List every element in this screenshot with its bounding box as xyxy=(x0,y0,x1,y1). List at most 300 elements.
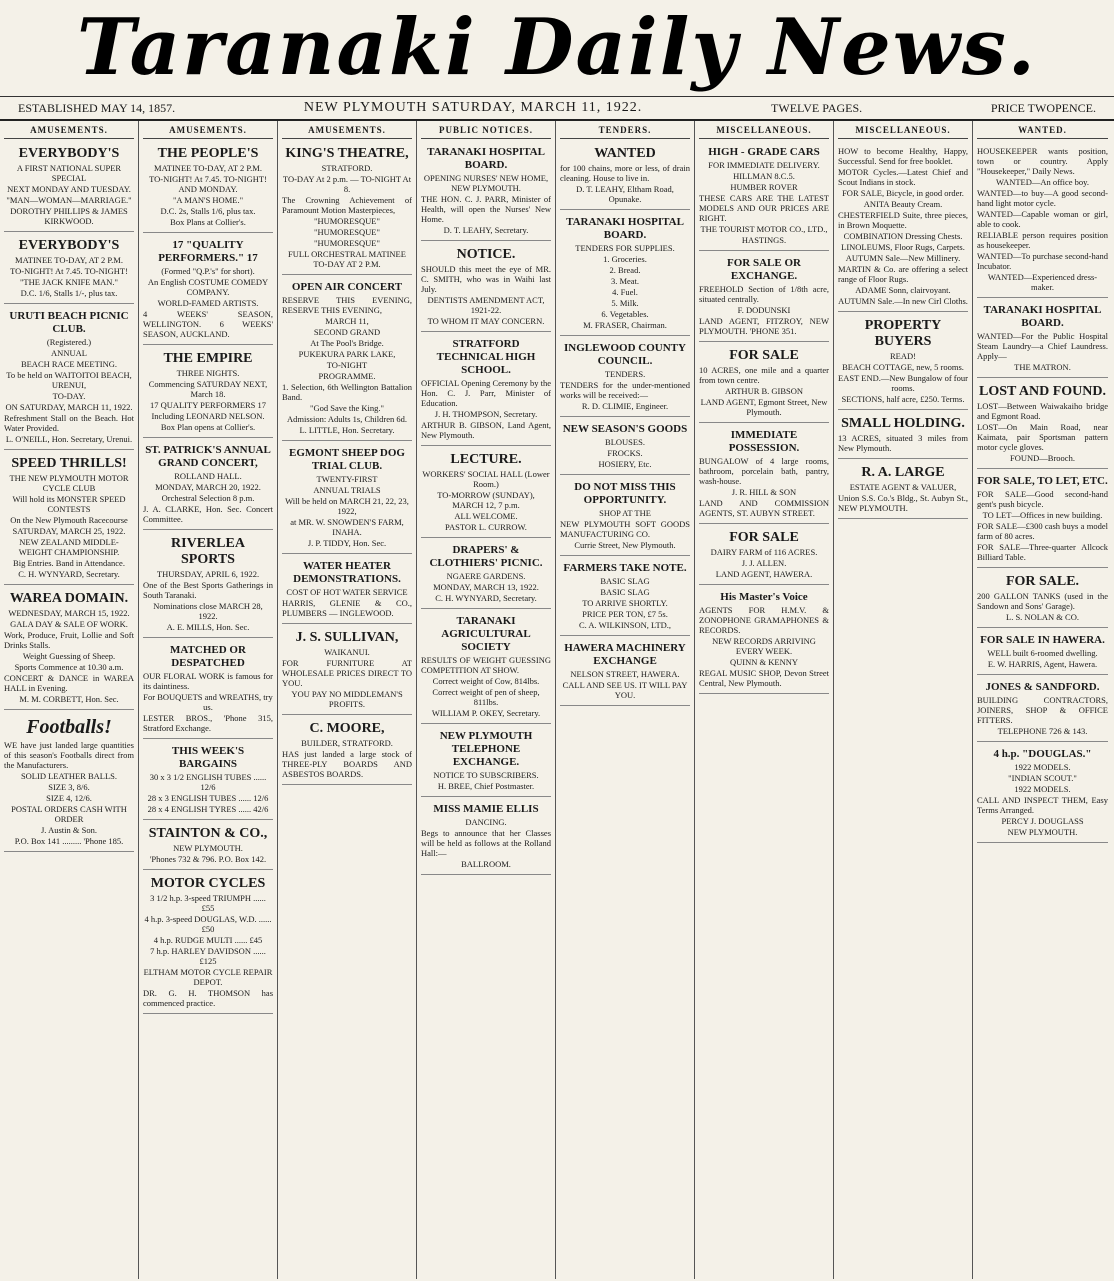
ad-line: FULL ORCHESTRAL MATINEE TO-DAY AT 2 P.M. xyxy=(288,249,406,269)
advertisement xyxy=(977,677,1108,742)
ad-line: 3. Meat. xyxy=(610,276,640,286)
ad-line: Weight Guessing of Sheep. xyxy=(22,651,116,661)
ad-line: 1. Selection, 6th Wellington Battalion Band. xyxy=(282,382,412,402)
column-5 xyxy=(556,121,695,1279)
ad-line: For BOUQUETS and WREATHS, try us. xyxy=(143,692,273,712)
ad-line: NGAERE GARDENS. xyxy=(446,571,526,581)
ad-headline: J. S. SULLIVAN, xyxy=(295,630,399,645)
ad-headline: DRAPERS' & CLOTHIERS' PICNIC. xyxy=(429,544,543,569)
advertisement xyxy=(560,477,690,556)
ad-line: (Registered.) xyxy=(46,337,92,347)
ad-line: SATURDAY, MARCH 25, 1922. xyxy=(12,526,126,536)
masthead-title: Taranaki Daily News. xyxy=(77,2,1037,93)
ad-line: M. FRASER, Chairman. xyxy=(583,320,667,330)
ad-line: Box Plans at Collier's. xyxy=(170,217,246,227)
ad-line: BUILDING CONTRACTORS, JOINERS, SHOP & OFFICE FITTERS. xyxy=(977,695,1108,725)
ad-line: AGENTS FOR H.M.V. & ZONOPHONE GRAMAPHONES & RECORDS. xyxy=(699,605,829,635)
ad-line: FOUND—Brooch. xyxy=(1010,453,1075,463)
ad-line: 3 1/2 h.p. 3-speed TRIUMPH ...... £55 xyxy=(150,893,266,913)
ad-headline: JONES & SANDFORD. xyxy=(985,681,1100,693)
advertisement xyxy=(977,744,1108,843)
ad-line: "HUMORESQUE" xyxy=(314,238,380,248)
ad-line: GALA DAY & SALE OF WORK. xyxy=(10,619,128,629)
issue-date: NEW PLYMOUTH SATURDAY, MARCH 11, 1922. xyxy=(303,100,643,115)
ad-headline: OPEN AIR CONCERT xyxy=(291,281,403,293)
ad-line: Nominations close MARCH 28, 1922. xyxy=(153,601,263,621)
ad-line: WILLIAM P. OKEY, Secretary. xyxy=(431,708,541,718)
ad-headline: R. A. LARGE xyxy=(861,465,945,480)
ad-headline: IMMEDIATE POSSESSION. xyxy=(728,429,800,454)
ad-line: Correct weight of pen of sheep, 811lbs. xyxy=(432,687,540,707)
ad-line: TO-MORROW (SUNDAY), MARCH 12, 7 p.m. xyxy=(437,490,535,510)
ad-line: 28 x 3 ENGLISH TUBES ...... 12/6 xyxy=(147,793,269,803)
ad-line: NEW PLYMOUTH SOFT GOODS MANUFACTURING CO. xyxy=(560,519,690,539)
advertisement xyxy=(560,212,690,336)
column-6 xyxy=(695,121,834,1279)
ad-line: 200 GALLON TANKS (used in the Sandown and Sons' Garage). xyxy=(977,591,1108,611)
ad-headline: His Master's Voice xyxy=(720,591,808,603)
ad-line: HUMBER ROVER xyxy=(730,182,798,192)
ad-line: BLOUSES. xyxy=(605,437,645,447)
ad-headline: NOTICE. xyxy=(456,247,516,262)
advertisement xyxy=(282,626,412,715)
ad-headline: STAINTON & CO., xyxy=(148,826,268,841)
ad-line: TO-NIGHT! At 7.45. TO-NIGHT! AND MONDAY. xyxy=(149,174,267,194)
columns xyxy=(0,121,1114,1279)
ad-line: WANTED—to buy—A good second-hand light motor cycle. xyxy=(977,188,1108,208)
ad-line: TWENTY-FIRST xyxy=(316,474,378,484)
advertisement xyxy=(977,300,1108,378)
ad-line: M. M. CORBETT, Hon. Sec. xyxy=(19,694,119,704)
ad-line: TO-NIGHT xyxy=(326,360,368,370)
ad-line: "HUMORESQUE" xyxy=(314,216,380,226)
ad-line: LOST—On Main Road, near Kaimata, pair Sportsman pattern motor cycle gloves. xyxy=(977,422,1108,452)
ad-headline: TARANAKI HOSPITAL BOARD. xyxy=(566,216,684,241)
ad-headline: FOR SALE. xyxy=(1005,574,1080,589)
ad-line: THE HON. C. J. PARR, Minister of Health, will open the Nurses' New Home. xyxy=(421,194,551,224)
ad-line: SHOP AT THE xyxy=(599,508,651,518)
advertisement xyxy=(143,532,273,638)
ad-line: ROLLAND HALL. xyxy=(174,471,242,481)
ad-headline: INGLEWOOD COUNTY COUNCIL. xyxy=(564,342,686,367)
ad-line: SOLID LEATHER BALLS. xyxy=(20,771,118,781)
ad-line: THE NEW PLYMOUTH MOTOR CYCLE CLUB xyxy=(9,473,129,493)
ad-line: SIZE 3, 8/6. xyxy=(48,782,90,792)
ad-line: for 100 chains, more or less, of drain cleaning. House to live in. xyxy=(560,163,690,183)
ad-line: OUR FLORAL WORK is famous for its daintiness. xyxy=(143,671,273,691)
ad-headline: FARMERS TAKE NOTE. xyxy=(563,562,687,574)
ad-line: Box Plan opens at Collier's. xyxy=(160,422,256,432)
ad-line: SHOULD this meet the eye of MR. C. SMITH, who was in Waihi last July. xyxy=(421,264,551,294)
advertisement xyxy=(838,461,968,519)
ad-line: COMBINATION Dressing Chests. xyxy=(843,231,963,241)
column-2 xyxy=(139,121,278,1279)
ad-line: SECTIONS, half acre, £250. Terms. xyxy=(841,394,965,404)
advertisement xyxy=(143,640,273,739)
column-heading: TENDERS. xyxy=(560,123,690,139)
advertisement xyxy=(143,741,273,820)
column-heading: AMUSEMENTS. xyxy=(143,123,273,139)
ad-line: F. DODUNSKI xyxy=(737,305,791,315)
advertisement xyxy=(282,443,412,554)
ad-headline: C. MOORE, xyxy=(309,721,385,736)
ad-line: J. P. TIDDY, Hon. Sec. xyxy=(307,538,387,548)
ad-line: NEW RECORDS ARRIVING EVERY WEEK. xyxy=(712,636,816,656)
advertisement xyxy=(4,587,134,710)
advertisement xyxy=(560,558,690,636)
ad-line: 4 h.p. 3-speed DOUGLAS, W.D. ...... £50 xyxy=(144,914,272,934)
ad-headline: STRATFORD TECHNICAL HIGH SCHOOL. xyxy=(436,338,536,376)
ad-line: MATINEE TO-DAY, AT 2 P.M. xyxy=(15,255,123,265)
ad-line: ADAME Sonn, clairvoyant. xyxy=(855,285,951,295)
ad-line: DR. G. H. THOMSON has commenced practice. xyxy=(143,988,273,1008)
ad-line: WE have just landed large quantities of this season's Footballs direct from the Manufacturers. xyxy=(4,740,134,770)
ad-line: MONDAY, MARCH 20, 1922. xyxy=(155,482,261,492)
ad-line: TENDERS. xyxy=(604,369,646,379)
advertisement xyxy=(699,425,829,524)
ad-line: D.C. 1/6, Stalls 1/-, plus tax. xyxy=(20,288,118,298)
ad-line: WAIKANUI. xyxy=(324,647,370,657)
ad-line: FOR FURNITURE AT WHOLESALE PRICES DIRECT TO YOU. xyxy=(282,658,412,688)
ad-line: Sports Commence at 10.30 a.m. xyxy=(14,662,124,672)
ad-line: REGAL MUSIC SHOP, Devon Street Central, New Plymouth. xyxy=(699,668,829,688)
advertisement xyxy=(560,142,690,210)
ad-line: At The Pool's Bridge. xyxy=(310,338,384,348)
ad-headline: THE PEOPLE'S xyxy=(157,146,259,161)
ad-line: An English COSTUME COMEDY COMPANY. xyxy=(147,277,269,297)
ad-headline: KING'S THEATRE, xyxy=(285,146,409,161)
ad-line: HOUSEKEEPER wants position, town or country. Apply "Housekeeper," Daily News. xyxy=(977,146,1108,176)
ad-line: TO LET—Offices in new building. xyxy=(982,510,1103,520)
advertisement xyxy=(421,334,551,446)
column-heading: WANTED. xyxy=(977,123,1108,139)
ad-line: TELEPHONE 726 & 143. xyxy=(997,726,1088,736)
ad-line: TO WHOM IT MAY CONCERN. xyxy=(427,316,545,326)
ad-headline: EVERYBODY'S xyxy=(18,146,120,161)
ad-line: HILLMAN 8.C.5. xyxy=(733,171,795,181)
advertisement xyxy=(282,717,412,785)
ad-line: HARRIS, GLENIE & CO., PLUMBERS — INGLEWOOD. xyxy=(282,598,412,618)
ad-line: 10 ACRES, one mile and a quarter from town centre. xyxy=(699,365,829,385)
ad-line: J. H. THOMPSON, Secretary. xyxy=(434,409,538,419)
ad-line: C. H. WYNYARD, Secretary. xyxy=(435,593,537,603)
ad-line: Currie Street, New Plymouth. xyxy=(574,540,676,550)
ad-line: P.O. Box 141 ......... 'Phone 185. xyxy=(14,836,124,846)
ad-headline: FOR SALE xyxy=(729,348,799,363)
ad-line: MONDAY, MARCH 13, 1922. xyxy=(433,582,539,592)
ad-line: 'Phones 732 & 796. P.O. Box 142. xyxy=(149,854,267,864)
ad-line: LESTER BROS., 'Phone 315, Stratford Exchange. xyxy=(143,713,273,733)
advertisement xyxy=(143,440,273,530)
ad-line: RELIABLE person requires position as housekeeper. xyxy=(977,230,1108,250)
ad-line: D. T. LEAHY, Secretary. xyxy=(443,225,529,235)
ad-line: WANTED—Experienced dress-maker. xyxy=(987,272,1098,292)
ad-line: TO ARRIVE SHORTLY. xyxy=(582,598,668,608)
ad-line: ON SATURDAY, MARCH 11, 1922. xyxy=(5,402,133,412)
ad-line: ELTHAM MOTOR CYCLE REPAIR DEPOT. xyxy=(143,967,273,987)
ad-line: D. T. LEAHY, Eltham Road, Opunake. xyxy=(576,184,674,204)
ad-line: WANTED—For the Public Hospital Steam Laundry—a Chief Laundress. Apply— xyxy=(977,331,1108,361)
ad-line: TO-NIGHT! At 7.45. TO-NIGHT! xyxy=(10,266,128,276)
ad-line: POSTAL ORDERS CASH WITH ORDER xyxy=(11,804,127,824)
ad-line: Begs to announce that her Classes will be held as follows at the Rolland Hall:— xyxy=(421,828,551,858)
ad-headline: THE EMPIRE xyxy=(163,351,253,366)
advertisement xyxy=(560,419,690,475)
ad-line: READ! xyxy=(890,351,916,361)
ad-line: BASIC SLAG xyxy=(600,576,650,586)
ad-line: To be held on WAITOITOI BEACH, URENUI, xyxy=(6,370,132,390)
column-1 xyxy=(0,121,139,1279)
column-heading: AMUSEMENTS. xyxy=(4,123,134,139)
ad-line: 6. Vegetables. xyxy=(601,309,649,319)
ad-line: HAS just landed a large stock of THREE-PLY BOARDS AND ASBESTOS BOARDS. xyxy=(282,749,412,779)
ad-headline: FOR SALE xyxy=(729,530,799,545)
ad-line: WORKERS' SOCIAL HALL (Lower Room.) xyxy=(422,469,550,489)
advertisement xyxy=(977,142,1108,298)
advertisement xyxy=(838,142,968,312)
advertisement xyxy=(282,142,412,275)
column-8 xyxy=(973,121,1112,1279)
ad-headline: HIGH - GRADE CARS xyxy=(708,146,820,158)
ad-line: Union S.S. Co.'s Bldg., St. Aubyn St., NEW PLYMOUTH. xyxy=(838,493,968,513)
ad-line: 1. Groceries. xyxy=(603,254,647,264)
column-heading: MISCELLANEOUS. xyxy=(838,123,968,139)
ad-line: LINOLEUMS, Floor Rugs, Carpets. xyxy=(841,242,965,252)
ad-line: One of the Best Sports Gatherings in South Taranaki. xyxy=(143,580,273,600)
ad-headline: SMALL HOLDING. xyxy=(841,416,965,431)
ad-headline: 4 h.p. "DOUGLAS." xyxy=(993,748,1092,760)
ad-line: STRATFORD. xyxy=(321,163,373,173)
ad-line: L. O'NEILL, Hon. Secretary, Urenui. xyxy=(5,434,133,444)
advertisement xyxy=(421,243,551,332)
ad-line: J. J. ALLEN. xyxy=(741,558,787,568)
ad-line: E. W. HARRIS, Agent, Hawera. xyxy=(987,659,1098,669)
ad-line: THREE NIGHTS. xyxy=(176,368,240,378)
column-heading: AMUSEMENTS. xyxy=(282,123,412,139)
ad-line: Will be held on MARCH 21, 22, 23, 1922, xyxy=(285,496,409,516)
ad-headline: WATER HEATER DEMONSTRATIONS. xyxy=(293,560,401,585)
ad-line: 1922 MODELS. xyxy=(1014,784,1071,794)
ad-line: MOTOR Cycles.—Latest Chief and Scout Indians in stock. xyxy=(838,167,968,187)
ad-line: 4 WEEKS' SEASON, WELLINGTON. 6 WEEKS' SEASON, AUCKLAND. xyxy=(143,309,273,339)
ad-line: FOR SALE, Bicycle, in good order. xyxy=(842,188,964,198)
ad-line: Will hold its MONSTER SPEED CONTESTS xyxy=(12,494,126,514)
ad-line: WANTED—An office boy. xyxy=(995,177,1089,187)
ad-line: (Formed "Q.P.'s" for short). xyxy=(161,266,255,276)
ad-line: RESERVE THIS EVENING, RESERVE THIS EVENING, xyxy=(282,295,412,315)
ad-headline: PROPERTY BUYERS xyxy=(864,318,942,349)
advertisement xyxy=(421,726,551,797)
advertisement xyxy=(977,630,1108,675)
ad-headline: URUTI BEACH PICNIC CLUB. xyxy=(9,310,129,335)
ad-headline: MOTOR CYCLES xyxy=(150,876,266,891)
ad-line: Commencing SATURDAY NEXT, March 18. xyxy=(148,379,268,399)
ad-headline: 17 "QUALITY PERFORMERS." 17 xyxy=(158,239,258,264)
advertisement xyxy=(977,380,1108,469)
ad-line: TENDERS FOR SUPPLIES. xyxy=(575,243,675,253)
advertisement xyxy=(143,822,273,870)
advertisement xyxy=(421,611,551,724)
advertisement xyxy=(4,306,134,450)
ad-line: "God Save the King." xyxy=(310,403,384,413)
ad-line: RESULTS OF WEIGHT GUESSING COMPETITION AT SHOW. xyxy=(421,655,551,675)
advertisement xyxy=(4,142,134,232)
advertisement xyxy=(282,277,412,441)
ad-line: MATINEE TO-DAY, AT 2 P.M. xyxy=(154,163,262,173)
column-4 xyxy=(417,121,556,1279)
ad-headline: Footballs! xyxy=(26,716,112,738)
ad-line: TO-DAY At 2 p.m. — TO-NIGHT At 8. xyxy=(282,174,412,194)
ad-line: at MR. W. SNOWDEN'S FARM, INAHA. xyxy=(290,517,404,537)
ad-line: 30 x 3 1/2 ENGLISH TUBES ...... 12/6 xyxy=(149,772,267,792)
ad-line: PUKEKURA PARK LAKE, xyxy=(298,349,396,359)
ad-headline: WAREA DOMAIN. xyxy=(9,591,129,606)
ad-line: LAND AGENT, HAWERA. xyxy=(715,569,813,579)
ad-headline: TARANAKI HOSPITAL BOARD. xyxy=(427,146,545,171)
advertisement xyxy=(560,338,690,417)
ad-headline: TARANAKI AGRICULTURAL SOCIETY xyxy=(441,615,531,653)
ad-headline: MISS MAMIE ELLIS xyxy=(433,803,539,815)
advertisement xyxy=(421,540,551,609)
ad-line: NOTICE TO SUBSCRIBERS. xyxy=(433,770,539,780)
ad-line: 7 h.p. HARLEY DAVIDSON ...... £125 xyxy=(150,946,266,966)
ad-line: BALLROOM. xyxy=(461,859,511,869)
ad-line: WORLD-FAMED ARTISTS. xyxy=(157,298,259,308)
ad-line: HOSIERY, Etc. xyxy=(598,459,652,469)
ad-headline: MATCHED OR DESPATCHED xyxy=(170,644,246,669)
dateline-bar xyxy=(0,96,1114,121)
ad-line: COST OF HOT WATER SERVICE xyxy=(286,587,408,597)
ad-line: 17 QUALITY PERFORMERS 17 xyxy=(149,400,267,410)
ad-line: 4. Fuel. xyxy=(612,287,638,297)
ad-line: J. Austin & Son. xyxy=(41,825,97,835)
ad-headline: FOR SALE OR EXCHANGE. xyxy=(727,257,801,282)
column-heading: MISCELLANEOUS. xyxy=(699,123,829,139)
ad-line: DOROTHY PHILLIPS & JAMES KIRKWOOD. xyxy=(10,206,128,226)
ad-line: Big Entries. Band in Attendance. xyxy=(13,558,125,568)
ad-line: BUILDER, STRATFORD. xyxy=(301,738,393,748)
ad-line: WANTED—To purchase second-hand Incubator. xyxy=(977,251,1108,271)
ad-line: NEW PLYMOUTH. xyxy=(1007,827,1078,837)
ad-line: THESE CARS ARE THE LATEST MODELS AND OUR PRICES ARE RIGHT. xyxy=(699,193,829,223)
ad-line: FOR IMMEDIATE DELIVERY. xyxy=(708,160,820,170)
ad-line: CONCERT & DANCE in WAREA HALL in Evening. xyxy=(4,673,134,693)
ad-line: CALL AND SEE US. IT WILL PAY YOU. xyxy=(562,680,688,700)
ad-line: "HUMORESQUE" xyxy=(314,227,380,237)
ad-line: ESTATE AGENT & VALUER, xyxy=(849,482,957,492)
ad-line: J. R. HILL & SON xyxy=(731,487,797,497)
advertisement xyxy=(838,412,968,459)
ad-line: MARCH 11, xyxy=(325,316,369,326)
advertisement xyxy=(143,872,273,1014)
advertisement xyxy=(560,638,690,706)
ad-line: SECOND GRAND xyxy=(313,327,381,337)
ad-line: PERCY J. DOUGLASS xyxy=(1001,816,1084,826)
ad-line: Admission: Adults 1s, Children 6d. xyxy=(287,414,407,424)
ad-line: DENTISTS AMENDMENT ACT, 1921-22. xyxy=(427,295,545,315)
price: PRICE TWOPENCE. xyxy=(990,100,1096,115)
ad-line: L. LITTLE, Hon. Secretary. xyxy=(299,425,395,435)
ad-line: QUINN & KENNY xyxy=(730,657,798,667)
advertisement xyxy=(421,448,551,538)
ad-line: C. A. WILKINSON, LTD., xyxy=(578,620,672,630)
ad-line: "MAN—WOMAN—MARRIAGE." xyxy=(6,195,132,205)
ad-line: 2. Bread. xyxy=(609,265,641,275)
advertisement xyxy=(838,314,968,410)
ad-line: LAND AGENT, Egmont Street, New Plymouth. xyxy=(700,397,828,417)
ad-line: 1922 MODELS. xyxy=(1014,762,1071,772)
advertisement xyxy=(699,587,829,694)
advertisement xyxy=(977,471,1108,568)
ad-line: BUNGALOW of 4 large rooms, bathroom, porcelain bath, pantry, wash-house. xyxy=(699,456,829,486)
ad-line: FOR SALE—Three-quarter Allcock Billiard Table. xyxy=(977,542,1108,562)
column-heading: PUBLIC NOTICES. xyxy=(421,123,551,139)
ad-line: Correct weight of Cow, 814lbs. xyxy=(432,676,540,686)
ad-headline: DO NOT MISS THIS OPPORTUNITY. xyxy=(574,481,676,506)
ad-line: WELL built 6-roomed dwelling. xyxy=(987,648,1098,658)
ad-line: Including LEONARD NELSON. xyxy=(151,411,265,421)
ad-line: Refreshment Stall on the Beach. Hot Water Provided. xyxy=(4,413,134,433)
ad-headline: LOST AND FOUND. xyxy=(979,384,1106,399)
ad-line: L. S. NOLAN & CO. xyxy=(1006,612,1079,622)
ad-headline: ST. PATRICK'S ANNUAL GRAND CONCERT, xyxy=(145,444,271,469)
ad-line: THE MATRON. xyxy=(1014,362,1071,372)
advertisement xyxy=(699,526,829,585)
advertisement xyxy=(143,347,273,438)
ad-line: BEACH RACE MEETING. xyxy=(20,359,118,369)
page-count: TWELVE PAGES. xyxy=(771,100,863,115)
advertisement xyxy=(421,142,551,241)
ad-line: ALL WELCOME. xyxy=(454,511,518,521)
ad-line: LOST—Between Waiwakaiho bridge and Egmont Road. xyxy=(977,401,1108,421)
column-7 xyxy=(834,121,973,1279)
ad-line: CALL AND INSPECT THEM, Easy Terms Arranged. xyxy=(977,795,1108,815)
ad-line: FOR SALE—Good second-hand gent's push bicycle. xyxy=(977,489,1108,509)
ad-line: OFFICIAL Opening Ceremony by the Hon. C. J. Parr, Minister of Education. xyxy=(421,378,552,408)
advertisement xyxy=(143,235,273,345)
ad-line: Orchestral Selection 8 p.m. xyxy=(161,493,255,503)
ad-headline: FOR SALE, TO LET, ETC. xyxy=(977,475,1108,487)
advertisement xyxy=(4,452,134,585)
ad-headline: RIVERLEA SPORTS xyxy=(171,536,245,567)
ad-line: OPENING NURSES' NEW HOME, NEW PLYMOUTH. xyxy=(423,173,549,193)
ad-line: NEW ZEALAND MIDDLE-WEIGHT CHAMPIONSHIP. xyxy=(18,537,120,557)
advertisement xyxy=(143,142,273,233)
ad-headline: HAWERA MACHINERY EXCHANGE xyxy=(564,642,686,667)
ad-line: NELSON STREET, HAWERA. xyxy=(570,669,680,679)
ad-line: "INDIAN SCOUT." xyxy=(1008,773,1077,783)
ad-line: J. A. CLARKE, Hon. Sec. Concert Committee. xyxy=(143,504,273,524)
ad-line: BEACH COTTAGE, new, 5 rooms. xyxy=(842,362,964,372)
ad-headline: EVERYBODY'S xyxy=(18,238,120,253)
ad-line: FROCKS. xyxy=(607,448,643,458)
advertisement xyxy=(4,712,134,852)
ad-line: NEW PLYMOUTH. xyxy=(173,843,243,853)
ad-line: 4 h.p. RUDGE MULTI ...... £45 xyxy=(153,935,263,945)
ad-headline: EGMONT SHEEP DOG TRIAL CLUB. xyxy=(289,447,405,472)
ad-line: FOR SALE—£300 cash buys a model farm of 80 acres. xyxy=(977,521,1108,541)
ad-line: CHESTERFIELD Suite, three pieces, in Brown Moquette. xyxy=(838,210,968,230)
ad-headline: NEW PLYMOUTH TELEPHONE EXCHANGE. xyxy=(439,730,533,768)
ad-line: ARTHUR B. GIBSON xyxy=(724,386,804,396)
ad-line: "THE JACK KNIFE MAN." xyxy=(19,277,119,287)
ad-headline: SPEED THRILLS! xyxy=(11,456,127,471)
ad-line: HASTINGS. xyxy=(741,235,787,245)
ad-line: H. BREE, Chief Postmaster. xyxy=(437,781,535,791)
advertisement xyxy=(421,799,551,875)
ad-headline: NEW SEASON'S GOODS xyxy=(562,423,688,435)
ad-line: EAST END.—New Bungalow of four rooms. xyxy=(838,373,968,393)
